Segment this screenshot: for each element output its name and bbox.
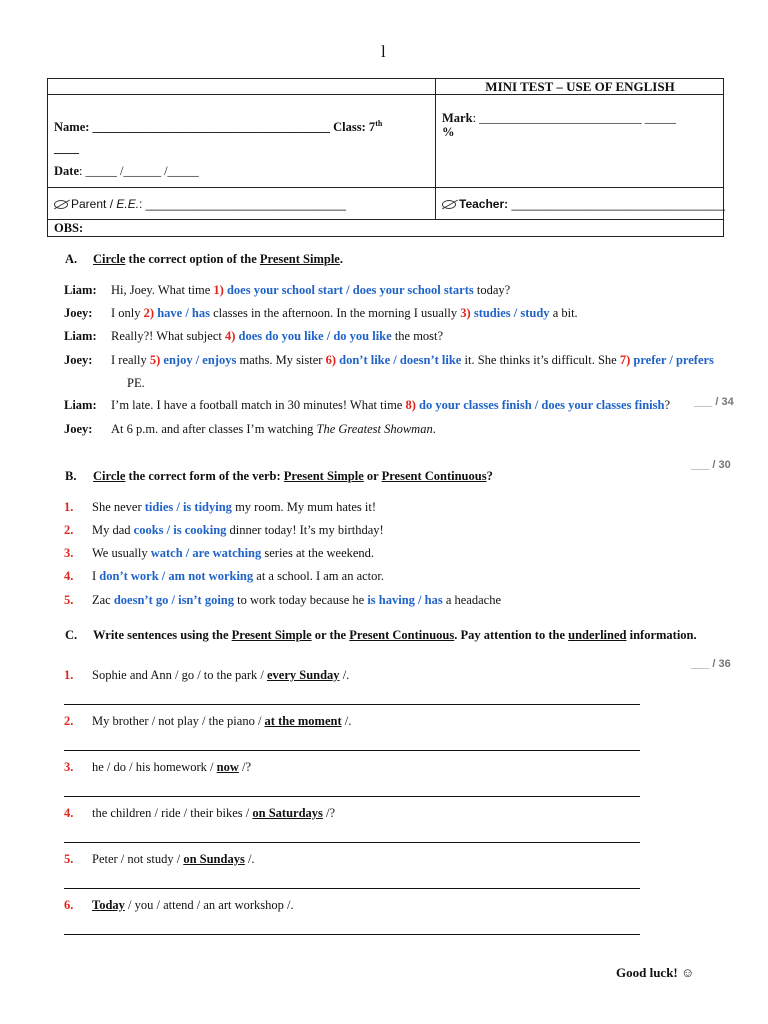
dialogue-continuation: PE. bbox=[127, 376, 145, 390]
top-mark: l bbox=[381, 42, 386, 61]
section-a-heading: A. Circle the correct option of the Present Simple. bbox=[65, 252, 343, 266]
list-item: 4. I don’t work / am not working at a school. I am an actor. bbox=[64, 569, 384, 583]
dialogue-line: Joey: I really 5) enjoy / enjoys maths. My sister 6) don’t like / doesn’t like it. She thinks it’s difficult. She 7) prefer / prefers bbox=[64, 353, 714, 367]
option-7[interactable]: prefer / prefers bbox=[630, 353, 714, 367]
option-3[interactable]: studies / study bbox=[470, 306, 550, 320]
option-1[interactable]: does your school start / does your school starts bbox=[223, 283, 474, 297]
date-label: Date bbox=[54, 164, 79, 178]
ee-label: E.E. bbox=[116, 197, 140, 211]
mark-percent: % bbox=[442, 125, 455, 139]
class-superscript: th bbox=[375, 119, 383, 128]
dialogue-line: Liam: Really?! What subject 4) does do you like / do you like the most? bbox=[64, 329, 444, 343]
option[interactable]: don’t work / am not working bbox=[99, 569, 254, 583]
teacher-eye-icon bbox=[442, 200, 456, 209]
list-item: 3. he / do / his homework / now /? bbox=[64, 760, 252, 774]
dialogue-line: Joey: At 6 p.m. and after classes I’m watching The Greatest Showman. bbox=[64, 422, 436, 436]
list-item: 1. She never tidies / is tidying my room. My mum hates it! bbox=[64, 500, 377, 514]
option[interactable]: tidies / is tidying bbox=[144, 500, 232, 514]
option[interactable]: cooks / is cooking bbox=[133, 523, 227, 537]
dialogue-line: Liam: Hi, Joey. What time 1) does your school start / does your school starts today? bbox=[64, 283, 511, 297]
option[interactable]: is having / has bbox=[367, 593, 443, 607]
signature-eye-icon bbox=[54, 200, 68, 209]
answer-line[interactable] bbox=[64, 704, 640, 705]
teacher-label: Teacher: bbox=[459, 197, 512, 211]
class-field[interactable]: ____ bbox=[54, 141, 79, 155]
section-b-heading: B. Circle the correct form of the verb: Present Simple or Present Continuous? bbox=[65, 469, 493, 483]
option-6[interactable]: don’t like / doesn’t like bbox=[336, 353, 462, 367]
option-4[interactable]: does do you like / do you like bbox=[235, 329, 392, 343]
answer-line[interactable] bbox=[64, 934, 640, 935]
mark-label: Mark bbox=[442, 111, 473, 125]
name-label: Name: bbox=[54, 120, 90, 135]
name-field[interactable]: ______________________________________ bbox=[92, 120, 331, 135]
list-item: 5. Zac doesn’t go / isn’t going to work today because he is having / has a headache bbox=[64, 593, 501, 607]
answer-line[interactable] bbox=[64, 888, 640, 889]
parent-label: Parent / bbox=[71, 197, 117, 211]
dialogue-line: Liam: I’m late. I have a football match in 30 minutes! What time 8) do your classes finish / does your classes finish? bbox=[64, 398, 671, 412]
answer-line[interactable] bbox=[64, 842, 640, 843]
parent-signature-field[interactable]: : ______________________________ bbox=[139, 197, 346, 211]
mark-cell bbox=[436, 79, 724, 220]
option-8[interactable]: do your classes finish / does your classes finish bbox=[415, 398, 665, 412]
list-item: 3. We usually watch / are watching series at the weekend. bbox=[64, 546, 375, 560]
teacher-signature-field[interactable]: ________________________________ bbox=[511, 197, 726, 211]
answer-line[interactable] bbox=[64, 750, 640, 751]
section-c-heading: C. Write sentences using the Present Simple or the Present Continuous. Pay attention to the underlined information. bbox=[65, 628, 697, 642]
option-2[interactable]: have / has bbox=[154, 306, 210, 320]
date-field[interactable]: : _____ /______ /_____ bbox=[79, 164, 199, 178]
header-table bbox=[47, 78, 724, 237]
list-item: 5. Peter / not study / on Sundays /. bbox=[64, 852, 255, 866]
dialogue-line: Joey: I only 2) have / has classes in the afternoon. In the morning I usually 3) studies / study a bit. bbox=[64, 306, 578, 320]
obs-label: OBS: bbox=[54, 221, 84, 235]
mini-test-title: MINI TEST – USE OF ENGLISH bbox=[485, 79, 675, 94]
student-info-cell bbox=[48, 79, 436, 220]
section-c-score: ___ / 36 bbox=[691, 658, 731, 670]
section-a-score: ___ / 34 bbox=[694, 396, 734, 408]
good-luck-text: Good luck! ☺ bbox=[616, 965, 695, 980]
option[interactable]: watch / are watching bbox=[150, 546, 262, 560]
list-item: 2. My brother / not play / the piano / at the moment /. bbox=[64, 714, 352, 728]
list-item: 2. My dad cooks / is cooking dinner today! It’s my birthday! bbox=[64, 523, 384, 537]
list-item: 6. Today / you / attend / an art workshop /. bbox=[64, 898, 294, 912]
list-item: 4. the children / ride / their bikes / on Saturdays /? bbox=[64, 806, 336, 820]
answer-line[interactable] bbox=[64, 796, 640, 797]
class-label: Class: 7 bbox=[333, 120, 376, 135]
mark-field[interactable]: : __________________________ _____ bbox=[472, 111, 677, 125]
list-item: 1. Sophie and Ann / go / to the park / every Sunday /. bbox=[64, 668, 350, 682]
option[interactable]: doesn’t go / isn’t going bbox=[113, 593, 235, 607]
option-5[interactable]: enjoy / enjoys bbox=[160, 353, 237, 367]
section-b-score: ___ / 30 bbox=[691, 459, 731, 471]
